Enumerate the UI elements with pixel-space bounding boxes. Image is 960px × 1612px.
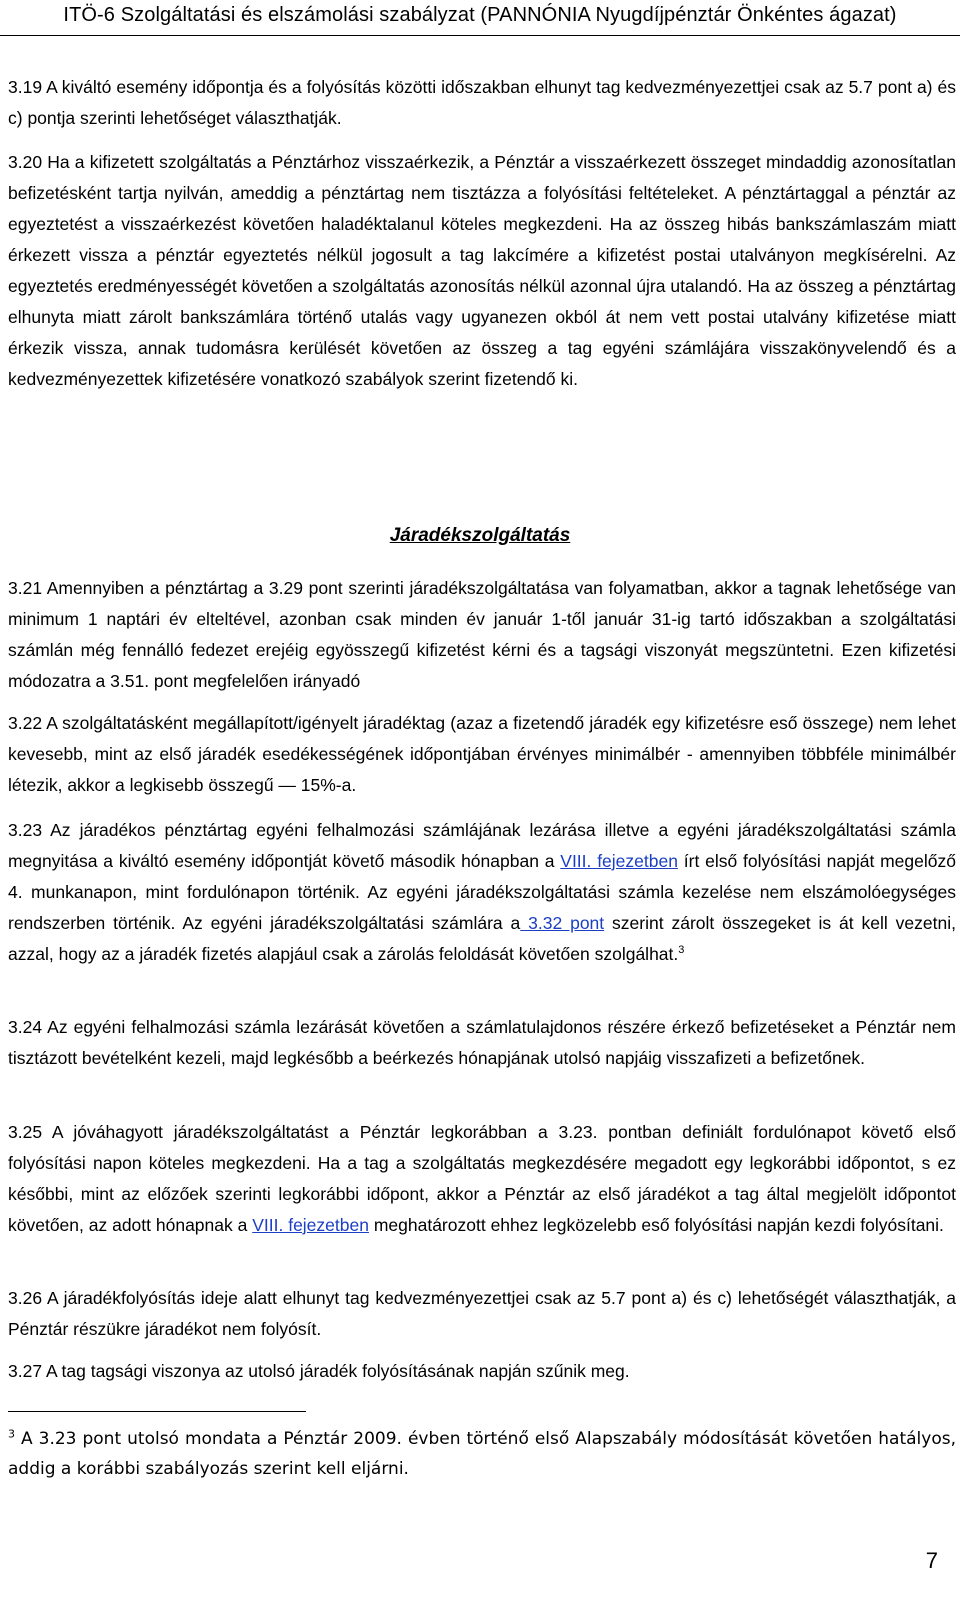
paragraph-3-21: 3.21 Amennyiben a pénztártag a 3.29 pont szerinti járadékszolgáltatása van folyamatban, akkor a tagnak lehetősége van minimum 1 naptári év elteltével, azonban csak minden év január 1-től január 31-ig tartó időszakban a szolgáltatási számlán még fennálló fedezet erejéig egyösszegű kifizetést kérni és a tagsági viszonyát megszüntetni. Ezen kifizetési módozatra a 3.51. pont megfelelően irányadó <box>8 578 956 691</box>
paragraph-3-23-text-3: szerint zárolt összegeket is át kell vezetni, azzal, hogy az a járadék fizetés alapjául csak a zárolás feloldását követően szolgálhat. <box>8 913 956 964</box>
section-heading: Járadékszolgáltatás <box>389 525 571 546</box>
paragraph-3-27: 3.27 A tag tagsági viszonya az utolsó járadék folyósításának napján szűnik meg. <box>8 1361 630 1381</box>
page-header: ITÖ-6 Szolgáltatási és elszámolási szabályzat (PANNÓNIA Nyugdíjpénztár Önkéntes ágazat) <box>0 0 960 36</box>
paragraph-3-24: 3.24 Az egyéni felhalmozási számla lezárását követően a számlatulajdonos részére érkező befizetéseket a Pénztár nem tisztázott bevételként kezeli, majd legkésőbb a beérkezés hónapjának utolsó napjáig visszafizeti a befizetőnek. <box>8 1017 956 1068</box>
footnote-text: A 3.23 pont utolsó mondata a Pénztár 2009. évben történő első Alapszabály módosítását követően hatályos, addig a korábbi szabályozás szerint kell eljárni. <box>8 1429 956 1479</box>
page-number: 7 <box>925 1548 938 1573</box>
footnote-reference[interactable]: 3 <box>678 944 685 957</box>
paragraph-3-23-text-1: 3.23 Az járadékos pénztártag egyéni felhalmozási számlájának lezárása illetve a egyéni járadékszolgáltatási számla megnyitása a kiváltó esemény időpontját követő második hónapban a <box>8 820 956 871</box>
paragraph-3-20: 3.20 Ha a kifizetett szolgáltatás a Pénztárhoz visszaérkezik, a Pénztár a visszaérkezett összeget mindaddig azonosítatlan befizetésként tartja nyilván, ameddig a pénztártag nem tisztázza a folyósítási feltételeket. A pénztártaggal a pénztár az egyeztetést a visszaérkezést követően haladéktalanul köteles megkezdeni. Ha az összeg hibás bankszámlaszám miatt érkezett vissza a pénztár egyeztetés nélkül jogosult a tag lakcímére a kifizetést postai utalványon megkísérelni. Az egyeztetés eredményességét követően a szolgáltatás azonosítás nélkül azonnal újra utalandó. Ha az összeg a pénztártag elhunyta miatt zárolt bankszámlára történő utalás vagy ugyanezen okból át nem vett postai utalvány kifizetése miatt érkezik vissza, annak tudomásra kerülését követően az összeg a tag egyéni számlájára visszakönyvelendő és a kedvezményezettek kifizetésére vonatkozó szabályok szerint fizetendő ki. <box>8 152 956 389</box>
footnote-marker: 3 <box>8 1427 15 1441</box>
paragraph-3-26: 3.26 A járadékfolyósítás ideje alatt elhunyt tag kedvezményezettjei csak az 5.7 pont a) és c) lehetőségét választhatják, a Pénztár részükre járadékot nem folyósít. <box>8 1288 956 1339</box>
paragraph-3-23-text-2: írt első folyósítási napját megelőző 4. munkanapon, mint fordulónapon történik. Az egyéni járadékszolgáltatási számla kezelése nem elszámolóegységes rendszerben történik. Az egyéni járadékszolgáltatási számlára a <box>8 851 956 933</box>
paragraph-3-25 <box>8 1117 956 1241</box>
link-point-3-32[interactable]: 3.32 pont <box>520 913 605 933</box>
link-chapter-viii-2[interactable]: VIII. fejezetben <box>252 1215 369 1235</box>
footnote-separator <box>8 1411 306 1412</box>
paragraph-3-25-text-2: meghatározott ehhez legközelebb eső folyósítási napján kezdi folyósítani. <box>368 1215 944 1235</box>
paragraph-3-22: 3.22 A szolgáltatásként megállapított/igényelt járadéktag (azaz a fizetendő járadék egy kifizetésre eső összege) nem lehet kevesebb, mint az első járadék esedékességének időpontjában érvényes minimálbér - amennyiben többféle minimálbér létezik, akkor a legkisebb összegű — 15%-a. <box>8 713 956 795</box>
paragraph-3-23 <box>8 815 956 970</box>
paragraph-3-19: 3.19 A kiváltó esemény időpontja és a folyósítás közötti időszakban elhunyt tag kedvezményezettjei csak az 5.7 pont a) és c) pontja szerinti lehetőséget választhatják. <box>8 77 956 128</box>
link-chapter-viii[interactable]: VIII. fejezetben <box>560 851 678 871</box>
paragraph-3-25-text-1: 3.25 A jóváhagyott járadékszolgáltatást a Pénztár legkorábban a 3.23. pontban definiált fordulónapot követő első folyósítási napon köteles megkezdeni. Ha a tag a szolgáltatás megkezdésére megadott egy legkorábbi időpontot, s ez későbbi, mint az előzőek szerinti legkorábbi időpont, akkor a Pénztár az első járadékot a tag által megjelölt időpontot követően, az adott hónapnak a <box>8 1122 956 1235</box>
footnote <box>8 1424 956 1484</box>
